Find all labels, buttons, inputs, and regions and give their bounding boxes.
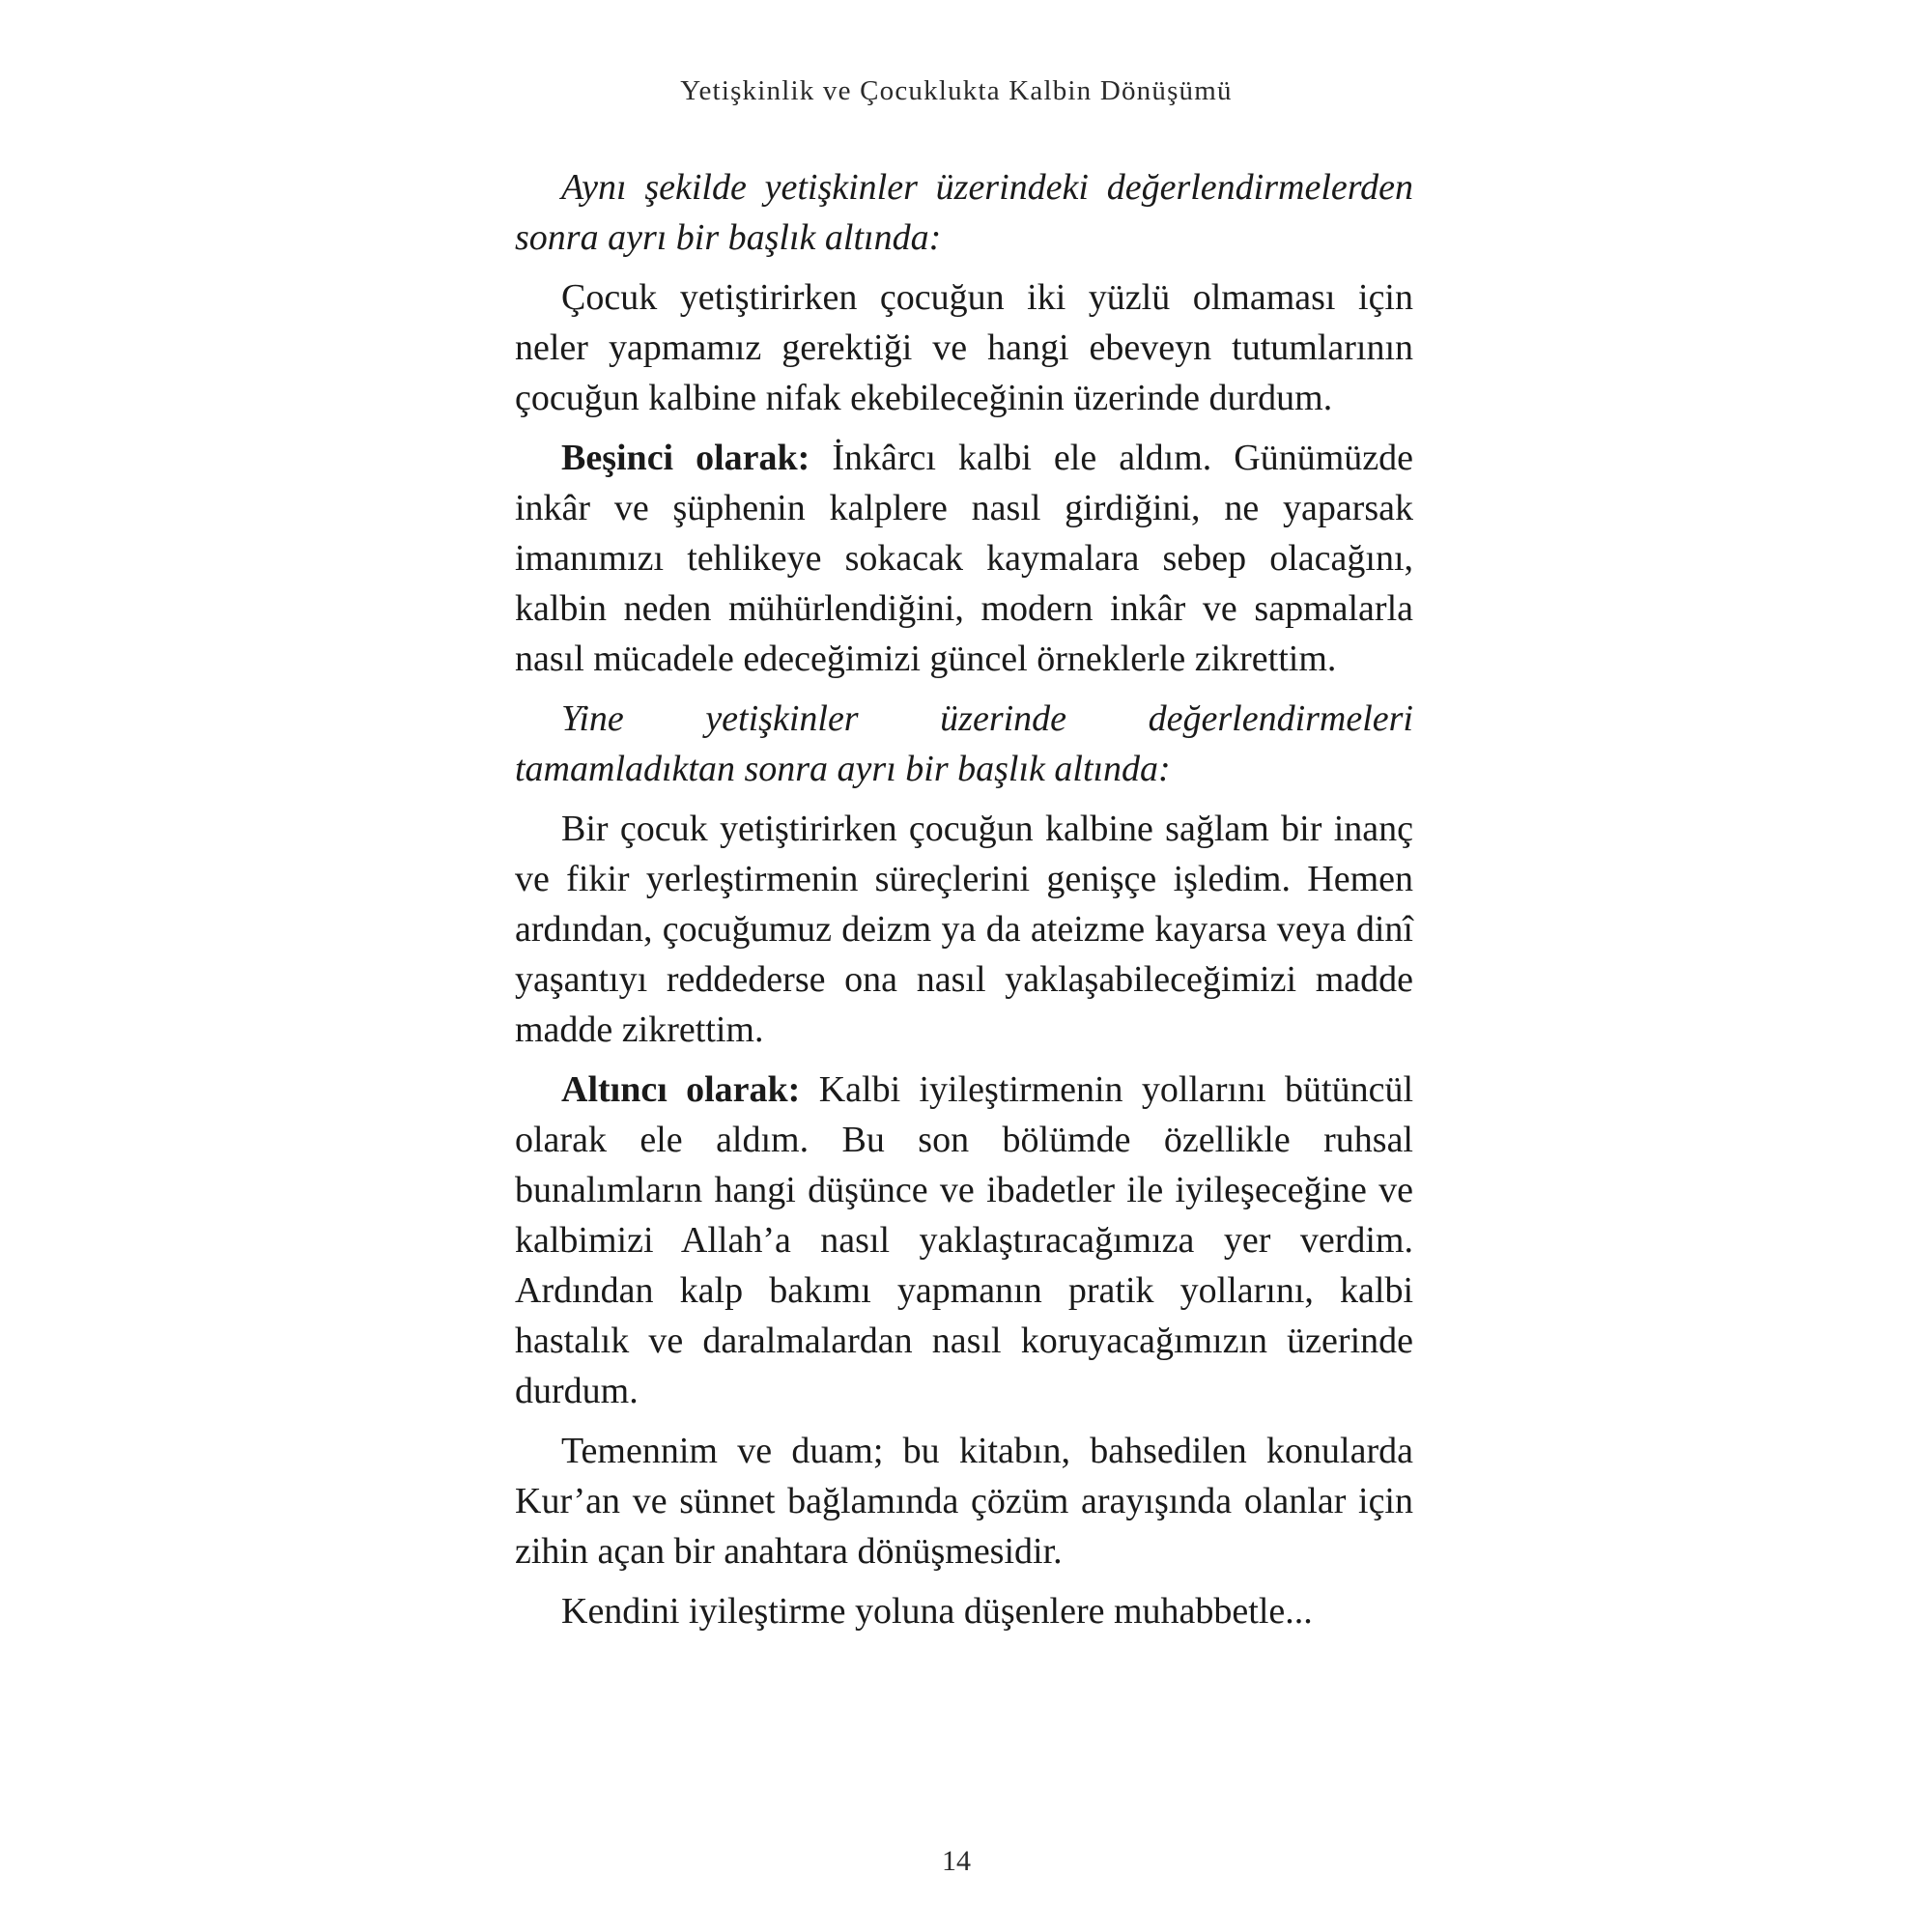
paragraph-child-faith: Bir çocuk yetiştirirken çocuğun kalbine sağlam bir inanç ve fikir yerleştirmenin süreçlerini genişçe işledim. Hemen ardından, çocuğumuz deizm ya da ateizme kayarsa veya dinî yaşantıyı reddederse ona nasıl yaklaşabileceğimizi madde madde zikrettim. bbox=[515, 809, 1413, 1050]
fifth-section-lead: Beşinci olarak: bbox=[561, 438, 810, 478]
body-text bbox=[515, 162, 1413, 1646]
paragraph-sixth-section bbox=[515, 1065, 1413, 1416]
paragraph-italic-note-2: Yine yetişkinler üzerinde değerlendirmeleri tamamladıktan sonra ayrı bir başlık altında: bbox=[515, 698, 1413, 789]
paragraph-wish: Temennim ve duam; bu kitabın, bahsedilen konularda Kur’an ve sünnet bağlamında çözüm arayışında olanlar için zihin açan bir anahtara dönüşmesidir. bbox=[515, 1431, 1413, 1572]
paragraph-fifth-section bbox=[515, 433, 1413, 684]
paragraph-closing: Kendini iyileştirme yoluna düşenlere muhabbetle... bbox=[561, 1591, 1313, 1632]
fifth-section-text: İnkârcı kalbi ele aldım. Günümüzde inkâr ve şüphenin kalplere nasıl girdiğini, ne yaparsak imanımızı tehlikeye sokacak kaymalara sebep olacağını, kalbin neden mühürlendiğini, modern inkâr ve sapmalarla nasıl mücadele edeceğimizi güncel örneklerle zikrettim. bbox=[515, 438, 1413, 679]
sixth-section-text: Kalbi iyileştirmenin yollarını bütüncül olarak ele aldım. Bu son bölümde özellikle ruhsal bunalımların hangi düşünce ve ibadetler ile iyileşeceğine ve kalbimizi Allah’a nasıl yaklaştıracağımıza yer verdim. Ardından kalp bakımı yapmanın pratik yollarını, kalbi hastalık ve daralmalardan nasıl koruyacağımızın üzerinde durdum. bbox=[515, 1069, 1414, 1411]
sixth-section-lead: Altıncı olarak: bbox=[561, 1069, 801, 1110]
page-number: 14 bbox=[942, 1845, 971, 1877]
paragraph-child-hypocrisy: Çocuk yetiştirirken çocuğun iki yüzlü olmaması için neler yapmamız gerektiği ve hangi ebeveyn tutumlarının çocuğun kalbine nifak ekebileceğinin üzerinde durdum. bbox=[515, 277, 1413, 418]
running-header: Yetişkinlik ve Çocuklukta Kalbin Dönüşümü bbox=[680, 75, 1233, 106]
paragraph-italic-note-1: Aynı şekilde yetişkinler üzerindeki değerlendirmelerden sonra ayrı bir başlık altında: bbox=[515, 167, 1413, 258]
